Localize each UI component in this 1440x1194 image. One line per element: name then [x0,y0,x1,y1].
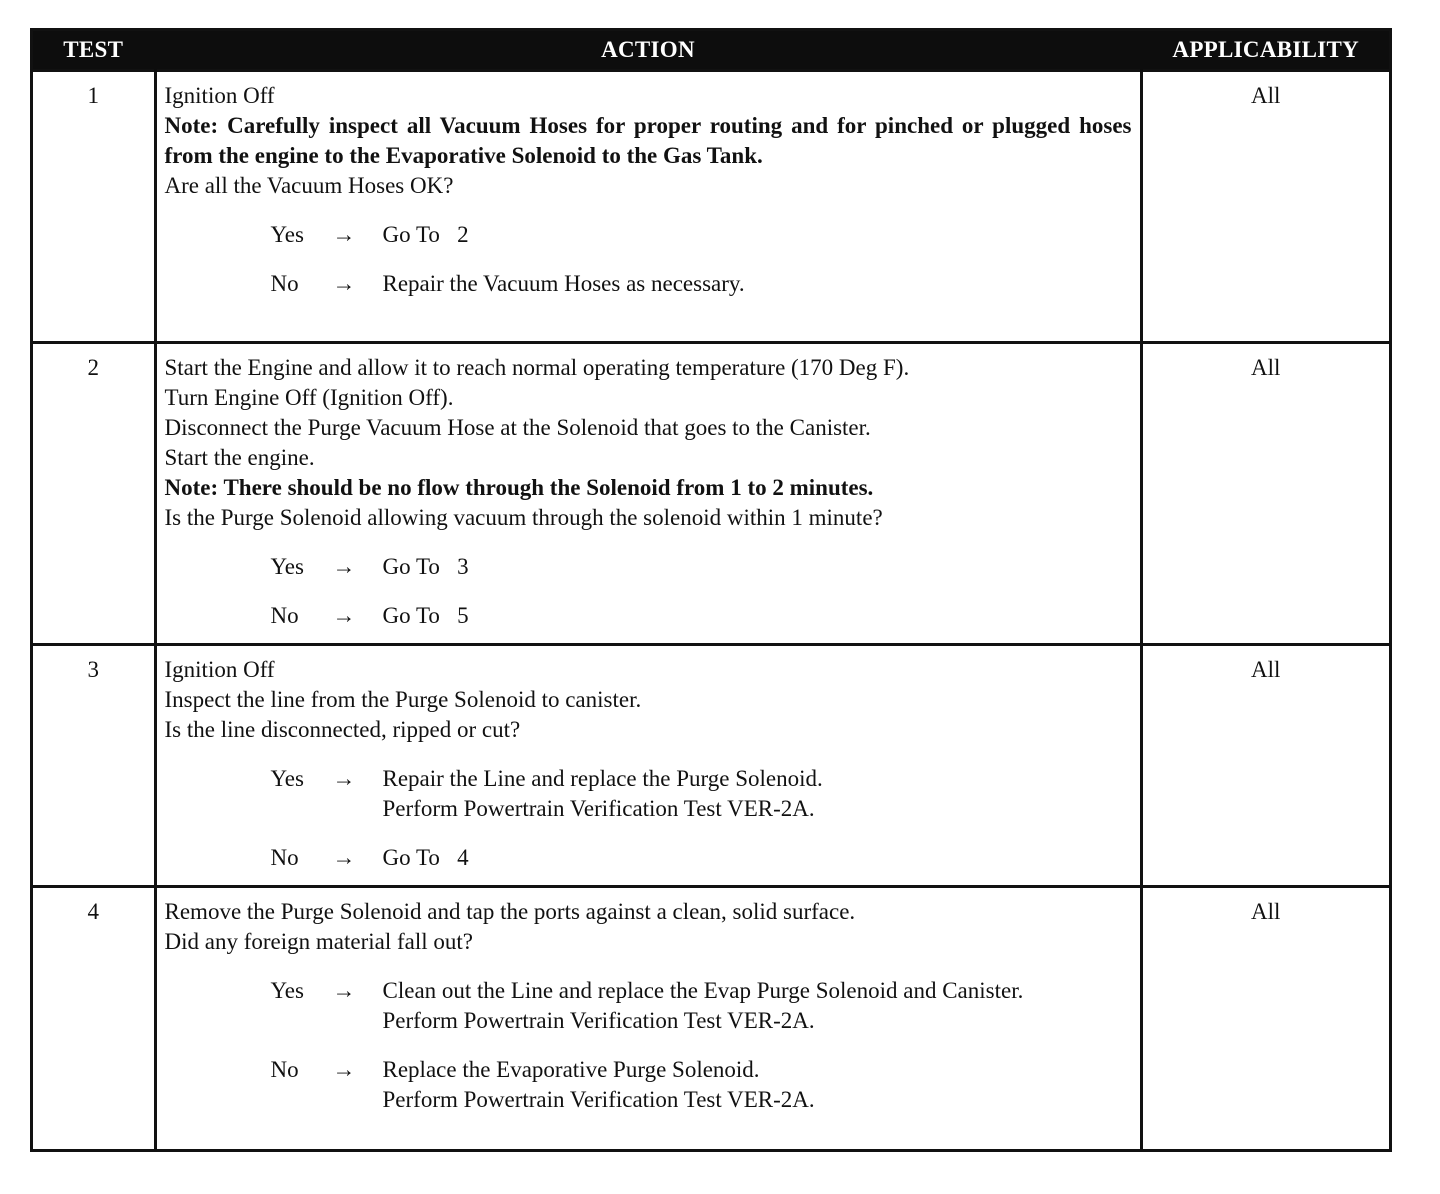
no-label: No [270,845,299,870]
no-result-text: Go To 5 [382,603,469,628]
no-label: No [270,1057,299,1082]
header-test: TEST [33,31,155,71]
yes-result-text [383,976,1132,1036]
no-result [165,269,1132,299]
applicability-value: All [1141,71,1389,343]
yes-label: Yes [270,978,304,1003]
header-action: ACTION [155,31,1141,71]
yes-result-text: Go To 3 [382,554,469,579]
yes-result-text: Go To 2 [382,222,469,247]
action-line: Disconnect the Purge Vacuum Hose at the Solenoid that goes to the Canister. [164,415,871,440]
no-result-line: Replace the Evaporative Purge Solenoid. [382,1057,760,1082]
test-number: 2 [33,343,155,645]
yes-result-line: Clean out the Line and replace the Evap Purge Solenoid and Canister. [382,978,1024,1003]
diagnostic-test-table [33,31,1389,1149]
applicability-value: All [1141,887,1389,1150]
yes-result-line: Perform Powertrain Verification Test VER-2A. [382,796,815,821]
table-row-test-2 [33,343,1389,645]
no-result [165,601,1132,631]
action-line: Start the engine. [164,445,315,470]
test-number: 3 [33,645,155,887]
arrow-icon: → [332,1057,356,1082]
action-line: Ignition Off [164,657,275,682]
table-row-test-1 [33,71,1389,343]
yes-label: Yes [270,222,304,247]
no-label: No [270,271,299,296]
action-line: Ignition Off [164,83,275,108]
no-result [165,843,1132,873]
action-cell [155,887,1141,1150]
arrow-icon: → [332,603,356,628]
table-row-test-4 [33,887,1389,1150]
applicability-value: All [1141,343,1389,645]
yes-result-text [383,764,1132,824]
action-line: Turn Engine Off (Ignition Off). [164,385,454,410]
action-line: Remove the Purge Solenoid and tap the ports against a clean, solid surface. [164,899,856,924]
action-cell [155,71,1141,343]
table-row-test-3 [33,645,1389,887]
action-cell [155,645,1141,887]
yes-result [165,220,1132,250]
action-line: Start the Engine and allow it to reach normal operating temperature (170 Deg F). [164,355,910,380]
arrow-icon: → [332,766,356,791]
action-cell [155,343,1141,645]
action-line: Did any foreign material fall out? [164,929,473,954]
yes-label: Yes [270,766,304,791]
yes-result-line: Perform Powertrain Verification Test VER-2A. [382,1008,815,1033]
yes-result [165,976,1132,1036]
arrow-icon: → [332,271,356,296]
applicability-value: All [1141,645,1389,887]
action-note: Note: Carefully inspect all Vacuum Hoses for proper routing and for pinched or plugged hoses from the engine to the Evaporative Solenoid to the Gas Tank. [164,113,1132,168]
yes-result-line: Repair the Line and replace the Purge Solenoid. [382,766,823,791]
arrow-icon: → [332,222,356,247]
arrow-icon: → [332,845,356,870]
test-number: 4 [33,887,155,1150]
action-question: Are all the Vacuum Hoses OK? [164,173,454,198]
no-result-text [383,1055,1132,1115]
yes-result [165,764,1132,824]
header-applicability: APPLICABILITY [1141,31,1389,71]
action-question: Is the Purge Solenoid allowing vacuum through the solenoid within 1 minute? [164,505,883,530]
yes-result [165,552,1132,582]
yes-label: Yes [270,554,304,579]
action-line: Inspect the line from the Purge Solenoid to canister. [164,687,642,712]
no-result-text: Repair the Vacuum Hoses as necessary. [382,271,745,296]
diagnostic-test-table-frame [30,28,1392,1152]
table-header-row [33,31,1389,71]
test-number: 1 [33,71,155,343]
no-result-text: Go To 4 [382,845,469,870]
no-label: No [270,603,299,628]
no-result-line: Perform Powertrain Verification Test VER-2A. [382,1087,815,1112]
action-line: Is the line disconnected, ripped or cut? [164,717,521,742]
arrow-icon: → [332,554,356,579]
no-result [165,1055,1132,1115]
action-note: Note: There should be no flow through the Solenoid from 1 to 2 minutes. [164,475,874,500]
arrow-icon: → [332,978,356,1003]
